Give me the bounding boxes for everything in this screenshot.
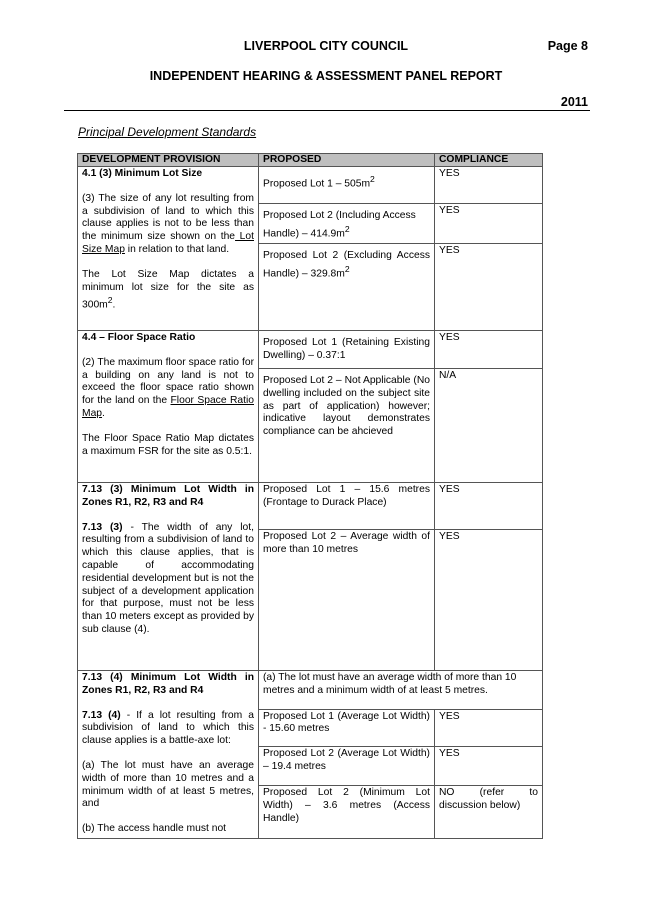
provision-text: The Floor Space Ratio Map dictates a maximum FSR for the site as 0.5:1. bbox=[82, 432, 254, 457]
compliance-cell: YES bbox=[435, 331, 543, 369]
provision-cell-min-lot-width-4 bbox=[78, 671, 259, 839]
provision-cell-min-lot-size bbox=[78, 167, 259, 331]
compliance-cell: YES bbox=[435, 709, 543, 747]
proposed-span-cell: (a) The lot must have an average width of more than 10 metres and a minimum width of at least 5 metres. bbox=[259, 671, 543, 710]
compliance-cell: N/A bbox=[435, 369, 543, 483]
compliance-cell: YES bbox=[435, 483, 543, 530]
report-title: INDEPENDENT HEARING & ASSESSMENT PANEL REPORT bbox=[149, 69, 503, 83]
report-year: 2011 bbox=[560, 95, 588, 109]
compliance-cell: YES bbox=[435, 204, 543, 244]
provision-text: The Lot Size Map dictates a minimum lot size for the site as $300m^2$. bbox=[82, 268, 254, 311]
proposed-cell: Proposed Lot $1 - 505m^2$ bbox=[259, 167, 435, 204]
section-title: Principal Development Standards bbox=[78, 125, 257, 139]
provision-heading: 7.13 (3) Minimum Lot Width in Zones R1, R2, R3 and R4 bbox=[82, 484, 254, 508]
proposed-cell: Proposed Lot 2 – Not Applicable (No dwelling included on the subject site as part of application) however; indicative layout demonstrates compliance can be ahcieved bbox=[259, 369, 435, 483]
proposed-cell: Proposed Lot 1 (Retaining Existing Dwelling) – 0.37:1 bbox=[259, 331, 435, 369]
provision-heading: 4.4 – Floor Space Ratio bbox=[82, 332, 196, 344]
provision-cell-min-lot-width-3 bbox=[78, 483, 259, 671]
provision-text: (3) The size of any lot resulting from a subdivision of land to which this clause applies is not to be less than the minimum size shown on the Lot Size Map in relation to that land. bbox=[82, 192, 254, 255]
provision-text: 7.13 (3) - The width of any lot, resulting from a subdivision of land to which this clause applies, that is capable of accommodating residential development but is not the subject of a development application for that purpose, must not be less than 10 meters except as provided by sub clause (4). bbox=[82, 521, 254, 635]
header-divider bbox=[64, 110, 590, 111]
compliance-cell: YES bbox=[435, 244, 543, 331]
provision-text: (b) The access handle must not bbox=[82, 823, 227, 835]
header-compliance: COMPLIANCE bbox=[435, 154, 543, 167]
proposed-cell: Proposed Lot 2 (Minimum Lot Width) – 3.6 metres (Access Handle) bbox=[259, 786, 435, 839]
table-row bbox=[78, 671, 543, 710]
council-title: LIVERPOOL CITY COUNCIL bbox=[243, 39, 409, 53]
provision-text: (a) The lot must have an average width of more than 10 metres and a minimum width of at least 5 metres, and bbox=[82, 760, 254, 810]
provision-text: (2) The maximum floor space ratio for a building on any land is not to exceed the floor space ratio shown for the land on the Floor Space Ratio Map. bbox=[82, 356, 254, 419]
table-header-row bbox=[78, 154, 543, 167]
compliance-cell: NO (refer to discussion below) bbox=[435, 786, 543, 839]
compliance-cell: YES bbox=[435, 747, 543, 786]
compliance-cell: YES bbox=[435, 530, 543, 671]
provision-text: 7.13 (4) - If a lot resulting from a subdivision of land to which this clause applies is a battle-axe lot: bbox=[82, 709, 254, 747]
provision-cell-floor-space-ratio bbox=[78, 331, 259, 483]
header-development-provision: DEVELOPMENT PROVISION bbox=[78, 154, 259, 167]
table-row bbox=[78, 331, 543, 369]
compliance-cell: YES bbox=[435, 167, 543, 204]
development-standards-table bbox=[77, 153, 543, 839]
proposed-cell: Proposed Lot 2 – Average width of more than 10 metres bbox=[259, 530, 435, 671]
header-proposed: PROPOSED bbox=[259, 154, 435, 167]
proposed-cell: Proposed Lot 2 (Excluding Access Handle) – $329.8m^2$ bbox=[259, 244, 435, 331]
provision-heading: 4.1 (3) Minimum Lot Size bbox=[82, 168, 203, 179]
proposed-cell: Proposed Lot 1 (Average Lot Width) - 15.60 metres bbox=[259, 709, 435, 747]
proposed-cell: Proposed Lot 1 – 15.6 metres (Frontage to Durack Place) bbox=[259, 483, 435, 530]
provision-heading: 7.13 (4) Minimum Lot Width in Zones R1, R2, R3 and R4 bbox=[82, 672, 254, 696]
proposed-cell: Proposed Lot 2 (Average Lot Width) – 19.4 metres bbox=[259, 747, 435, 786]
page-number: Page 8 bbox=[547, 39, 588, 53]
table-row bbox=[78, 167, 543, 204]
proposed-cell: Proposed Lot 2 (Including Access Handle) – $414.9m^2$ bbox=[259, 204, 435, 244]
table-row bbox=[78, 483, 543, 530]
